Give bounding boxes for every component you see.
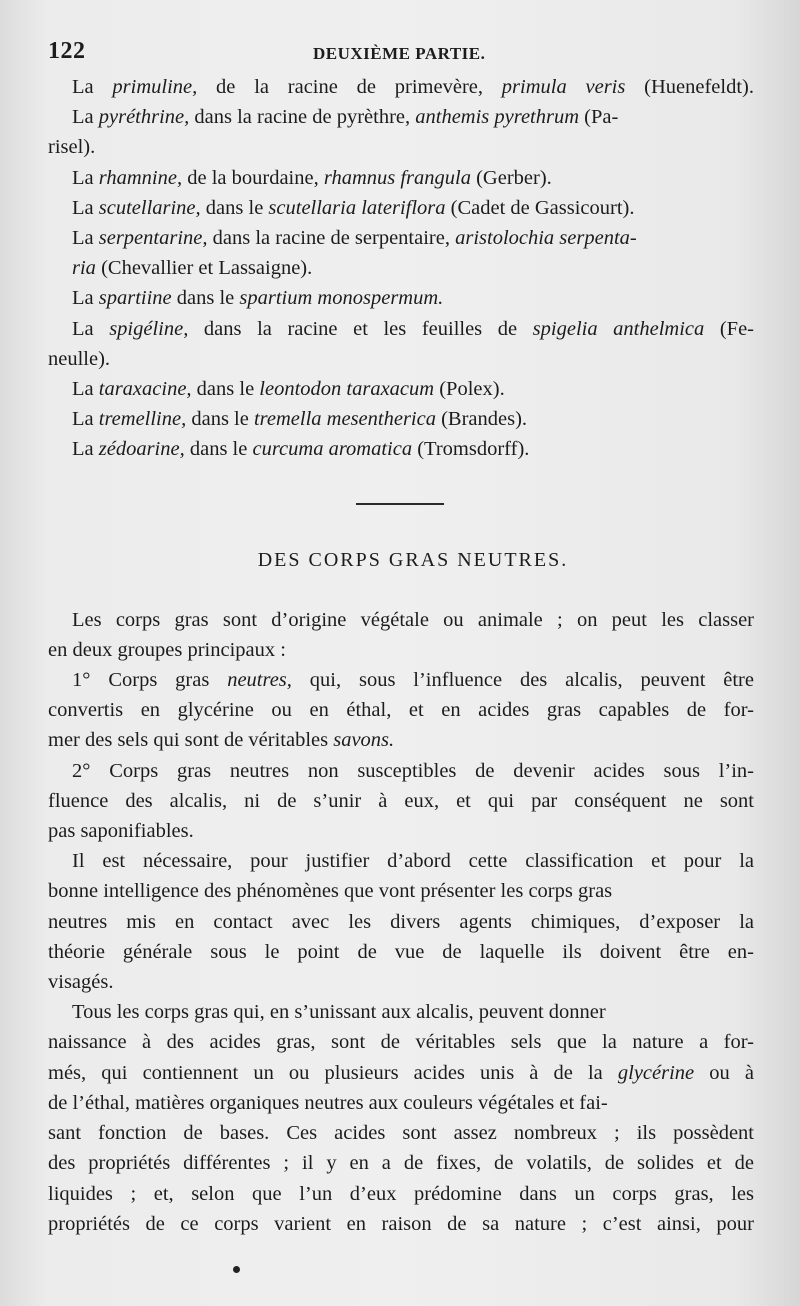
text-run: dans le — [200, 196, 269, 219]
text-run: La — [72, 196, 99, 219]
text-run: neutres mis en contact avec les divers agents chimiques, d’exposer la — [48, 910, 754, 933]
line-text — [48, 1148, 754, 1178]
page-header — [48, 38, 748, 70]
text-line — [48, 967, 754, 997]
section-text — [48, 605, 754, 1239]
line-text — [72, 756, 754, 786]
text-line — [48, 816, 754, 846]
entry-text — [72, 223, 637, 253]
text-line — [48, 786, 754, 816]
italic-term: curcuma aromatica — [252, 438, 413, 461]
text-run: bonne intelligence des phénomènes que vont présenter les corps gras — [48, 880, 613, 903]
text-run: La — [72, 287, 99, 310]
compound-entry — [48, 163, 754, 193]
text-run: risel). — [48, 136, 96, 159]
line-text — [48, 1209, 754, 1239]
compound-entry — [48, 253, 754, 283]
entry-text — [72, 374, 505, 404]
italic-term: primula veris — [501, 76, 626, 98]
text-run: La — [72, 76, 113, 98]
text-run: (Cadet de Gassicourt). — [445, 196, 635, 219]
text-run: théorie générale sous le point de vue de laquelle ils doivent être en- — [48, 940, 754, 963]
italic-term: spigelia anthelmica — [532, 317, 705, 340]
text-run: La — [72, 378, 99, 401]
text-run: 2° Corps gras neutres non susceptibles de devenir acides sous l’in- — [72, 759, 754, 782]
compound-entry — [48, 314, 754, 344]
text-line — [48, 756, 754, 786]
italic-term: tremella mesentherica — [253, 408, 436, 431]
text-run: qui, sous l’influence des alcalis, peuvent être — [291, 669, 754, 692]
text-run: Tous les corps gras qui, en s’unissant aux alcalis, peuvent donner — [72, 1001, 606, 1024]
line-text — [48, 967, 113, 997]
italic-term: pyréthrine, — [98, 106, 190, 129]
italic-term: serpentarine, — [98, 227, 208, 250]
entry-text — [72, 314, 754, 344]
line-text — [48, 1058, 754, 1088]
text-run: (Gerber). — [470, 166, 552, 189]
line-text — [48, 907, 754, 937]
text-run: mer des sels qui sont de véritables — [48, 729, 334, 752]
text-run: més, qui contiennent un ou plusieurs acides unis à de la — [48, 1061, 618, 1084]
text-run: La — [72, 317, 110, 340]
italic-term: savons. — [333, 729, 395, 752]
text-run: dans le — [186, 408, 254, 431]
text-run: Les corps gras sont d’origine végétale ou animale ; on peut les classer — [72, 608, 754, 631]
text-line — [48, 665, 754, 695]
text-run: convertis en glycérine ou en éthal, et en acides gras capables de for- — [48, 699, 754, 722]
italic-term: tremelline, — [98, 408, 187, 431]
text-run: dans la racine de pyrèthre, — [189, 106, 416, 129]
text-run: (Tromsdorff). — [412, 438, 530, 461]
text-run: de la bourdaine, — [182, 166, 324, 189]
text-run: 1° Corps gras — [72, 669, 228, 692]
text-line — [48, 1027, 754, 1057]
entry-text — [48, 132, 95, 162]
italic-term: aristolochia serpenta- — [455, 227, 637, 250]
italic-term: rhamnine, — [98, 166, 183, 189]
line-text — [48, 937, 754, 967]
text-run: liquides ; et, selon que l’un d’eux prédomine dans un corps gras, les — [48, 1182, 754, 1205]
text-line — [48, 725, 754, 755]
italic-term: spartiine — [98, 287, 172, 310]
text-run: dans la racine et les feuilles de — [188, 317, 533, 340]
text-line — [48, 907, 754, 937]
line-text — [48, 695, 754, 725]
text-run: (Pa- — [579, 106, 619, 129]
compound-entry — [48, 72, 754, 102]
italic-term: anthemis pyrethrum — [415, 106, 580, 129]
line-text — [48, 725, 394, 755]
entry-text — [72, 163, 552, 193]
text-run: dans la racine de serpentaire, — [207, 227, 456, 250]
text-line — [48, 635, 754, 665]
text-line — [48, 1179, 754, 1209]
running-title: DEUXIÈME PARTIE. — [313, 44, 486, 63]
text-line — [48, 1118, 754, 1148]
italic-term: rhamnus frangula — [323, 166, 471, 189]
text-run: visagés. — [48, 971, 114, 994]
text-run: dans le — [171, 287, 240, 310]
italic-term: scutellaria lateriflora — [268, 196, 446, 219]
text-run: ou à — [694, 1061, 754, 1084]
text-run: de la racine de primevère, — [197, 76, 502, 98]
text-run: La — [72, 227, 99, 250]
line-text — [72, 665, 754, 695]
printer-mark — [233, 1266, 240, 1273]
text-line — [48, 1209, 754, 1239]
compound-entry — [48, 283, 754, 313]
text-line — [48, 605, 754, 635]
italic-term: ria — [72, 257, 96, 280]
compound-entry — [48, 193, 754, 223]
text-run: La — [72, 438, 99, 461]
entry-text — [72, 434, 529, 464]
text-run: dans le — [184, 438, 253, 461]
text-run: (Fe- — [704, 317, 754, 340]
entry-text — [72, 102, 618, 132]
italic-term: leontodon taraxacum — [259, 378, 435, 401]
compound-entry — [48, 223, 754, 253]
line-text — [48, 816, 194, 846]
text-run: (Chevallier et Lassaigne). — [95, 257, 313, 280]
text-run: La — [72, 106, 99, 129]
compound-list — [48, 72, 754, 465]
line-text — [48, 786, 754, 816]
line-text — [72, 997, 606, 1027]
compound-entry — [48, 404, 754, 434]
section-title: DES CORPS GRAS NEUTRES. — [257, 548, 569, 571]
text-run: propriétés de ce corps varient en raison de sa nature ; c’est ainsi, pour — [48, 1212, 754, 1235]
text-run: sant fonction de bases. Ces acides sont assez nombreux ; ils possèdent — [48, 1122, 754, 1145]
text-line — [48, 695, 754, 725]
text-run: (Huenefeldt). — [625, 76, 754, 98]
text-run: (Brandes). — [435, 408, 528, 431]
text-run: neulle). — [48, 347, 111, 370]
text-run: naissance à des acides gras, sont de véritables sels que la nature a for- — [48, 1031, 754, 1054]
italic-term: zédoarine, — [98, 438, 185, 461]
entry-text — [48, 344, 110, 374]
text-line — [48, 1058, 754, 1088]
compound-entry — [48, 132, 754, 162]
text-run: en deux groupes principaux : — [48, 638, 286, 661]
text-line — [48, 876, 754, 906]
text-run: La — [72, 408, 99, 431]
entry-text — [72, 283, 443, 313]
horizontal-rule — [356, 503, 444, 505]
compound-entry — [48, 344, 754, 374]
italic-term: spartium monospermum. — [239, 287, 444, 310]
text-line — [48, 846, 754, 876]
text-run: des propriétés différentes ; il y en a de fixes, de volatils, de solides et de — [48, 1152, 754, 1175]
line-text — [48, 1027, 754, 1057]
italic-term: spigéline, — [109, 317, 189, 340]
text-run: Il est nécessaire, pour justifier d’abord cette classification et pour la — [72, 850, 754, 873]
italic-term: neutres, — [227, 669, 292, 692]
page-body — [48, 72, 754, 1239]
entry-text — [72, 404, 527, 434]
entry-text — [72, 72, 754, 102]
italic-term: glycérine — [617, 1061, 695, 1084]
text-line — [48, 1148, 754, 1178]
line-text — [72, 605, 754, 635]
line-text — [48, 1088, 608, 1118]
line-text — [48, 1179, 754, 1209]
text-run: dans le — [191, 378, 260, 401]
text-run: fluence des alcalis, ni de s’unir à eux, et qui par conséquent ne sont — [48, 789, 754, 812]
line-text — [48, 876, 612, 906]
compound-entry — [48, 374, 754, 404]
entry-text — [72, 253, 312, 283]
text-line — [48, 937, 754, 967]
text-run: de l’éthal, matières organiques neutres aux couleurs végétales et fai- — [48, 1091, 608, 1114]
text-line — [48, 1088, 754, 1118]
italic-term: scutellarine, — [98, 196, 201, 219]
text-run: La — [72, 166, 99, 189]
text-run: (Polex). — [434, 378, 505, 401]
line-text — [72, 846, 754, 876]
compound-entry — [48, 102, 754, 132]
line-text — [48, 635, 286, 665]
line-text — [48, 1118, 754, 1148]
entry-text — [72, 193, 635, 223]
italic-term: taraxacine, — [98, 378, 192, 401]
text-line — [48, 997, 754, 1027]
page-number: 122 — [48, 38, 86, 64]
italic-term: primuline, — [112, 76, 198, 98]
section-separator — [48, 465, 754, 549]
text-run: pas saponifiables. — [48, 820, 194, 843]
compound-entry — [48, 434, 754, 464]
